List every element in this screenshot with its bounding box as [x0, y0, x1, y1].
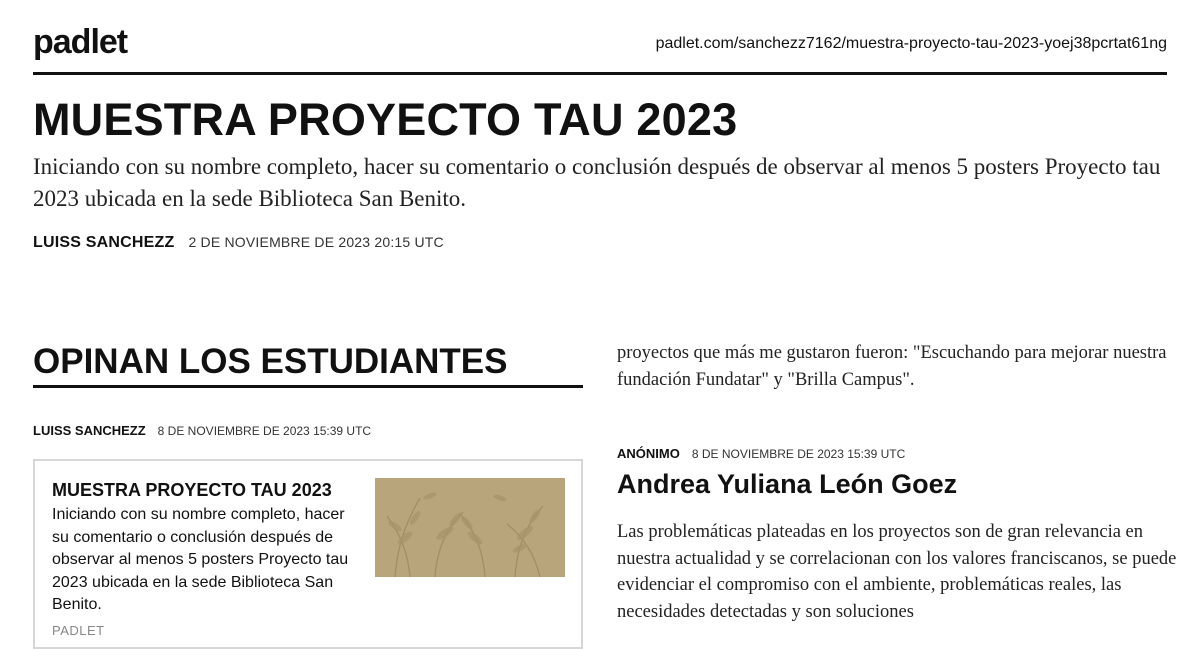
card-title: MUESTRA PROYECTO TAU 2023 — [52, 480, 332, 500]
section-title: OPINAN LOS ESTUDIANTES — [33, 342, 508, 381]
botanical-pattern-image — [375, 478, 565, 577]
board-date: 2 DE NOVIEMBRE DE 2023 20:15 UTC — [188, 234, 444, 250]
link-preview-card[interactable] — [33, 459, 583, 649]
board-author: LUISS SANCHEZZ — [33, 234, 175, 251]
board-url[interactable]: padlet.com/sanchezz7162/muestra-proyecto-tau-2023-yoej38pcrtat61ng — [655, 35, 1167, 52]
post-author: LUISS SANCHEZZ — [33, 423, 146, 438]
board-title: MUESTRA PROYECTO TAU 2023 — [33, 94, 738, 145]
post-continued-text: proyectos que más me gustaron fueron: "Escuchando para mejorar nuestra fundación Fundatar" y "Brilla Campus". — [617, 343, 1167, 390]
header-divider — [33, 72, 1167, 75]
padlet-logo[interactable]: padlet — [33, 23, 128, 61]
post-title: Andrea Yuliana León Goez — [617, 469, 958, 499]
board-meta — [33, 234, 444, 252]
post-body: Las problemáticas plateadas en los proyectos son de gran relevancia en nuestra actualidad y se correlacionan con los valores franciscanos, se puede evidenciar el compromiso con el ambiente, problemáticas reales, las necesidades detectadas y son soluciones — [617, 522, 1177, 622]
post-meta — [617, 446, 905, 461]
board-description: Iniciando con su nombre completo, hacer su comentario o conclusión después de observar al menos 5 posters Proyecto tau 2023 ubicada en la sede Biblioteca San Benito. — [33, 154, 1161, 211]
post-date: 8 DE NOVIEMBRE DE 2023 15:39 UTC — [157, 424, 372, 438]
post-date: 8 DE NOVIEMBRE DE 2023 15:39 UTC — [691, 447, 906, 461]
post-author: ANÓNIMO — [617, 446, 680, 461]
card-source: PADLET — [52, 623, 105, 638]
post-meta — [33, 423, 371, 438]
section-divider — [33, 385, 583, 388]
card-description: Iniciando con su nombre completo, hacer su comentario o conclusión después de observar al menos 5 posters Proyecto tau 2023 ubicada en la sede Biblioteca San Benito. — [52, 506, 349, 613]
card-thumbnail — [375, 478, 565, 577]
